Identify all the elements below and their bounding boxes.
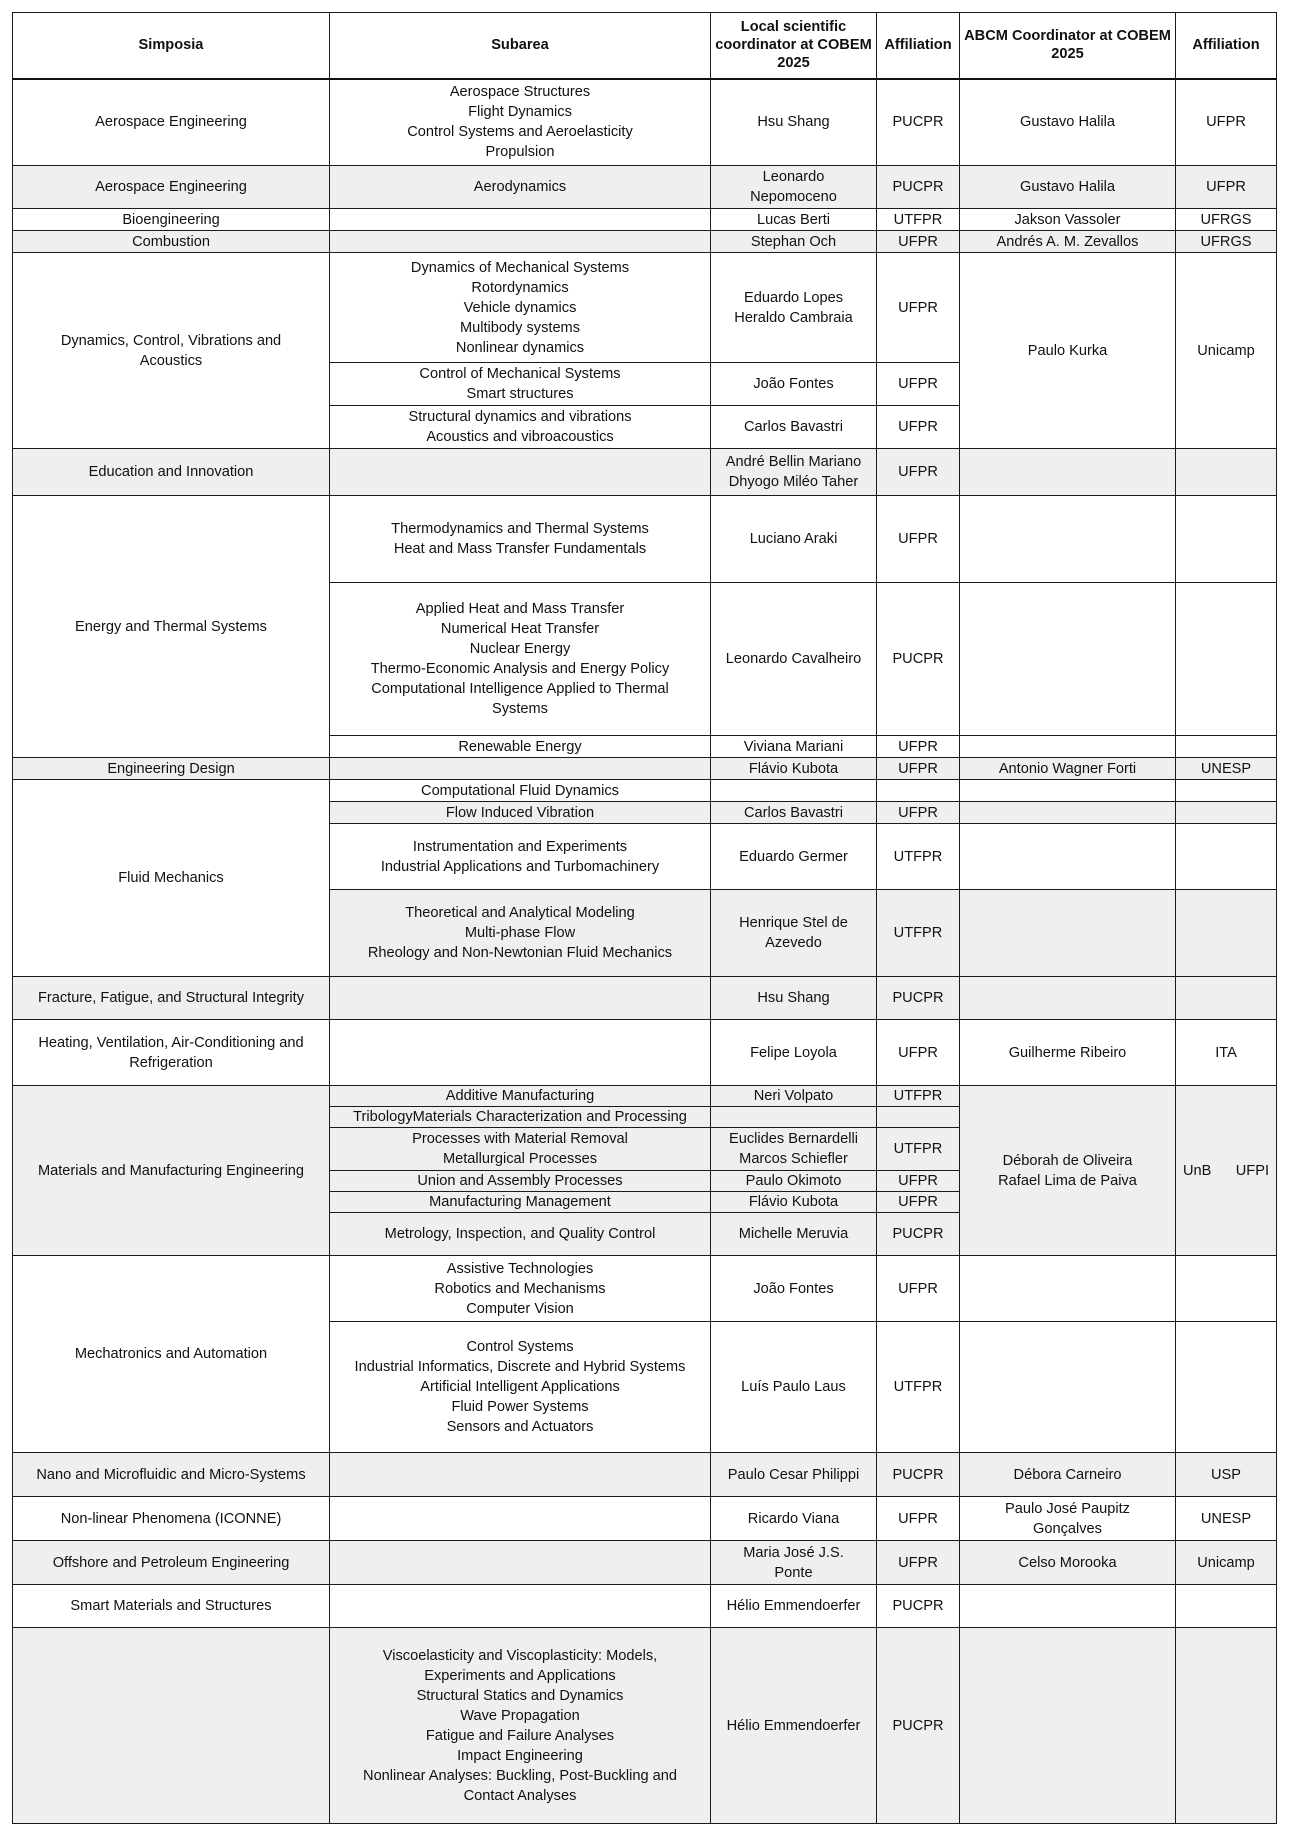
header-row bbox=[13, 13, 1277, 79]
affiliation-cell: PUCPR bbox=[877, 977, 960, 1020]
subarea-cell: Control Systems Industrial Informatics, Discrete and Hybrid Systems Artificial Intelligent Applications Fluid Power Systems Sensors and Actuators bbox=[330, 1322, 711, 1453]
abcm-coordinator-cell bbox=[960, 736, 1176, 758]
simposia-cell: Aerospace Engineering bbox=[13, 79, 330, 166]
subarea-cell: Assistive Technologies Robotics and Mechanisms Computer Vision bbox=[330, 1256, 711, 1322]
subarea-cell: Union and Assembly Processes bbox=[330, 1171, 711, 1192]
abcm-coordinator-cell bbox=[960, 1585, 1176, 1628]
subarea-cell bbox=[330, 1585, 711, 1628]
subarea-cell bbox=[330, 1453, 711, 1497]
affiliation-cell: UTFPR bbox=[877, 209, 960, 231]
affiliation-cell: UFPR bbox=[877, 231, 960, 253]
affiliation-cell: PUCPR bbox=[877, 1213, 960, 1256]
affiliation-cell: UFPR bbox=[877, 449, 960, 496]
subarea-cell bbox=[330, 758, 711, 780]
affiliation-cell: PUCPR bbox=[877, 166, 960, 209]
header-abcm-affiliation: Affiliation bbox=[1176, 13, 1277, 79]
abcm-coordinator-cell: Andrés A. M. Zevallos bbox=[960, 231, 1176, 253]
local-coordinator-cell: João Fontes bbox=[711, 1256, 877, 1322]
simposia-cell: Education and Innovation bbox=[13, 449, 330, 496]
subarea-cell bbox=[330, 209, 711, 231]
local-coordinator-cell: Flávio Kubota bbox=[711, 1192, 877, 1213]
abcm-coordinator-cell: Antonio Wagner Forti bbox=[960, 758, 1176, 780]
local-coordinator-cell: Hsu Shang bbox=[711, 79, 877, 166]
simposia-cell: Energy and Thermal Systems bbox=[13, 496, 330, 758]
subarea-cell: Theoretical and Analytical Modeling Multi-phase Flow Rheology and Non-Newtonian Fluid Mechanics bbox=[330, 890, 711, 977]
header-affiliation: Affiliation bbox=[877, 13, 960, 79]
local-coordinator-cell: João Fontes bbox=[711, 363, 877, 406]
local-coordinator-cell: André Bellin Mariano Dhyogo Miléo Taher bbox=[711, 449, 877, 496]
subarea-cell: Manufacturing Management bbox=[330, 1192, 711, 1213]
simposia-cell: Heating, Ventilation, Air-Conditioning and Refrigeration bbox=[13, 1020, 330, 1086]
abcm-coordinator-cell bbox=[960, 496, 1176, 583]
local-coordinator-cell: Eduardo Lopes Heraldo Cambraia bbox=[711, 253, 877, 363]
subarea-cell: Metrology, Inspection, and Quality Control bbox=[330, 1213, 711, 1256]
table-row bbox=[13, 1628, 1277, 1824]
abcm-affiliation-cell bbox=[1176, 1322, 1277, 1453]
abcm-affiliation-cell bbox=[1176, 736, 1277, 758]
abcm-coordinator-cell: Jakson Vassoler bbox=[960, 209, 1176, 231]
simposia-cell: Aerospace Engineering bbox=[13, 166, 330, 209]
local-coordinator-cell: Luís Paulo Laus bbox=[711, 1322, 877, 1453]
affiliation-cell: UFPR bbox=[877, 1020, 960, 1086]
local-coordinator-cell: Paulo Okimoto bbox=[711, 1171, 877, 1192]
local-coordinator-cell: Eduardo Germer bbox=[711, 824, 877, 890]
affiliation-cell: UTFPR bbox=[877, 824, 960, 890]
subarea-cell: Aerospace Structures Flight Dynamics Control Systems and Aeroelasticity Propulsion bbox=[330, 79, 711, 166]
abcm-coordinator-cell: Déborah de Oliveira Rafael Lima de Paiva bbox=[960, 1086, 1176, 1256]
affiliation-cell: UFPR bbox=[877, 1192, 960, 1213]
subarea-cell: Renewable Energy bbox=[330, 736, 711, 758]
affiliation-cell: UTFPR bbox=[877, 1086, 960, 1107]
affiliation-cell: UTFPR bbox=[877, 1128, 960, 1171]
table-row bbox=[13, 79, 1277, 166]
subarea-cell bbox=[330, 977, 711, 1020]
subarea-cell: Processes with Material Removal Metallurgical Processes bbox=[330, 1128, 711, 1171]
header-abcm-coordinator: ABCM Coordinator at COBEM 2025 bbox=[960, 13, 1176, 79]
subarea-cell: Computational Fluid Dynamics bbox=[330, 780, 711, 802]
affiliation-cell bbox=[877, 780, 960, 802]
abcm-affiliation-cell bbox=[1176, 890, 1277, 977]
abcm-coordinator-cell bbox=[960, 824, 1176, 890]
simposia-cell: Offshore and Petroleum Engineering bbox=[13, 1541, 330, 1585]
abcm-affiliation-cell bbox=[1176, 449, 1277, 496]
abcm-affiliation-cell bbox=[1176, 977, 1277, 1020]
abcm-affiliation-cell: Unicamp bbox=[1176, 253, 1277, 449]
abcm-coordinator-cell: Celso Morooka bbox=[960, 1541, 1176, 1585]
header-simposia: Simposia bbox=[13, 13, 330, 79]
local-coordinator-cell: Michelle Meruvia bbox=[711, 1213, 877, 1256]
local-coordinator-cell bbox=[711, 1107, 877, 1128]
abcm-affiliation-cell bbox=[1176, 1585, 1277, 1628]
abcm-affiliation-cell: UFRGS bbox=[1176, 209, 1277, 231]
table-row bbox=[13, 1453, 1277, 1497]
subarea-cell: Structural dynamics and vibrations Acoustics and vibroacoustics bbox=[330, 406, 711, 449]
abcm-coordinator-cell bbox=[960, 1628, 1176, 1824]
abcm-affiliation-cell: ITA bbox=[1176, 1020, 1277, 1086]
abcm-coordinator-cell: Débora Carneiro bbox=[960, 1453, 1176, 1497]
table-row bbox=[13, 977, 1277, 1020]
abcm-coordinator-cell: Gustavo Halila bbox=[960, 79, 1176, 166]
abcm-coordinator-cell bbox=[960, 802, 1176, 824]
abcm-coordinator-cell: Paulo José Paupitz Gonçalves bbox=[960, 1497, 1176, 1541]
local-coordinator-cell: Leonardo Nepomoceno bbox=[711, 166, 877, 209]
affiliation-cell: PUCPR bbox=[877, 1628, 960, 1824]
subarea-cell: Dynamics of Mechanical Systems Rotordynamics Vehicle dynamics Multibody systems Nonlinear dynamics bbox=[330, 253, 711, 363]
simposia-cell: Mechatronics and Automation bbox=[13, 1256, 330, 1453]
abcm-affiliation-cell: Unicamp bbox=[1176, 1541, 1277, 1585]
table-row bbox=[13, 780, 1277, 802]
abcm-affiliation-cell bbox=[1176, 780, 1277, 802]
local-coordinator-cell bbox=[711, 780, 877, 802]
simposia-cell: Dynamics, Control, Vibrations and Acoustics bbox=[13, 253, 330, 449]
affiliation-cell: UFPR bbox=[877, 1541, 960, 1585]
table-row bbox=[13, 166, 1277, 209]
affiliation-cell: UFPR bbox=[877, 736, 960, 758]
local-coordinator-cell: Leonardo Cavalheiro bbox=[711, 583, 877, 736]
subarea-cell: Thermodynamics and Thermal Systems Heat and Mass Transfer Fundamentals bbox=[330, 496, 711, 583]
affiliation-cell: UFPR bbox=[877, 802, 960, 824]
subarea-cell: TribologyMaterials Characterization and Processing bbox=[330, 1107, 711, 1128]
table-row bbox=[13, 1497, 1277, 1541]
abcm-affiliation-cell: UFPR bbox=[1176, 79, 1277, 166]
subarea-cell bbox=[330, 231, 711, 253]
abcm-affiliation-cell bbox=[1176, 1256, 1277, 1322]
abcm-coordinator-cell: Gustavo Halila bbox=[960, 166, 1176, 209]
header-subarea: Subarea bbox=[330, 13, 711, 79]
table-row bbox=[13, 1585, 1277, 1628]
simposia-cell: Materials and Manufacturing Engineering bbox=[13, 1086, 330, 1256]
abcm-affiliation-cell bbox=[1176, 1628, 1277, 1824]
local-coordinator-cell: Neri Volpato bbox=[711, 1086, 877, 1107]
subarea-cell bbox=[330, 1020, 711, 1086]
abcm-coordinator-cell bbox=[960, 890, 1176, 977]
affiliation-cell: PUCPR bbox=[877, 1453, 960, 1497]
abcm-affiliation-cell bbox=[1176, 583, 1277, 736]
table-row bbox=[13, 1256, 1277, 1322]
abcm-affiliation-pair bbox=[1179, 1161, 1273, 1181]
affiliation-cell: UFPR bbox=[877, 363, 960, 406]
abcm-affiliation-cell: UFPR bbox=[1176, 166, 1277, 209]
affiliation-cell: UFPR bbox=[877, 406, 960, 449]
simposia-cell: Engineering Design bbox=[13, 758, 330, 780]
local-coordinator-cell: Viviana Mariani bbox=[711, 736, 877, 758]
simposia-cell: Smart Materials and Structures bbox=[13, 1585, 330, 1628]
local-coordinator-cell: Hélio Emmendoerfer bbox=[711, 1585, 877, 1628]
affiliation-cell bbox=[877, 1107, 960, 1128]
simposia-cell: Non-linear Phenomena (ICONNE) bbox=[13, 1497, 330, 1541]
local-coordinator-cell: Hsu Shang bbox=[711, 977, 877, 1020]
abcm-coordinator-cell: Paulo Kurka bbox=[960, 253, 1176, 449]
symposia-table bbox=[12, 12, 1277, 1824]
local-coordinator-cell: Flávio Kubota bbox=[711, 758, 877, 780]
subarea-cell: Applied Heat and Mass Transfer Numerical Heat Transfer Nuclear Energy Thermo-Economic Analysis and Energy Policy Computational Intelligence Applied to Thermal Systems bbox=[330, 583, 711, 736]
simposia-cell bbox=[13, 1628, 330, 1824]
table-row bbox=[13, 1020, 1277, 1086]
table-row bbox=[13, 758, 1277, 780]
affiliation-cell: UTFPR bbox=[877, 1322, 960, 1453]
header-local-coordinator: Local scientific coordinator at COBEM 2025 bbox=[711, 13, 877, 79]
local-coordinator-cell: Carlos Bavastri bbox=[711, 802, 877, 824]
abcm-coordinator-cell bbox=[960, 780, 1176, 802]
affiliation-cell: PUCPR bbox=[877, 1585, 960, 1628]
table-row bbox=[13, 231, 1277, 253]
simposia-cell: Nano and Microfluidic and Micro-Systems bbox=[13, 1453, 330, 1497]
affiliation-cell: UFPR bbox=[877, 758, 960, 780]
affiliation-cell: UFPR bbox=[877, 1497, 960, 1541]
affiliation-cell: PUCPR bbox=[877, 583, 960, 736]
abcm-coordinator-cell: Guilherme Ribeiro bbox=[960, 1020, 1176, 1086]
local-coordinator-cell: Luciano Araki bbox=[711, 496, 877, 583]
abcm-affiliation-cell bbox=[1176, 824, 1277, 890]
local-coordinator-cell: Carlos Bavastri bbox=[711, 406, 877, 449]
abcm-coordinator-cell bbox=[960, 977, 1176, 1020]
local-coordinator-cell: Hélio Emmendoerfer bbox=[711, 1628, 877, 1824]
local-coordinator-cell: Maria José J.S. Ponte bbox=[711, 1541, 877, 1585]
simposia-cell: Fracture, Fatigue, and Structural Integrity bbox=[13, 977, 330, 1020]
abcm-affiliation-cell: UNESP bbox=[1176, 758, 1277, 780]
abcm-affiliation-cell bbox=[1176, 802, 1277, 824]
simposia-cell: Fluid Mechanics bbox=[13, 780, 330, 977]
local-coordinator-cell: Stephan Och bbox=[711, 231, 877, 253]
affiliation-cell: UFPR bbox=[877, 1256, 960, 1322]
abcm-coordinator-cell bbox=[960, 449, 1176, 496]
affiliation-cell: UFPR bbox=[877, 496, 960, 583]
subarea-cell: Additive Manufacturing bbox=[330, 1086, 711, 1107]
subarea-cell bbox=[330, 449, 711, 496]
subarea-cell: Instrumentation and Experiments Industrial Applications and Turbomachinery bbox=[330, 824, 711, 890]
local-coordinator-cell: Felipe Loyola bbox=[711, 1020, 877, 1086]
simposia-cell: Bioengineering bbox=[13, 209, 330, 231]
abcm-coordinator-cell bbox=[960, 583, 1176, 736]
subarea-cell bbox=[330, 1497, 711, 1541]
abcm-affiliation-a: UnB bbox=[1183, 1162, 1212, 1179]
local-coordinator-cell: Ricardo Viana bbox=[711, 1497, 877, 1541]
subarea-cell bbox=[330, 1541, 711, 1585]
table-row bbox=[13, 496, 1277, 583]
table-row bbox=[13, 1541, 1277, 1585]
affiliation-cell: UFPR bbox=[877, 253, 960, 363]
table-row bbox=[13, 449, 1277, 496]
subarea-cell: Viscoelasticity and Viscoplasticity: Models, Experiments and Applications Structural Statics and Dynamics Wave Propagation Fatigue and Failure Analyses Impact Engineering Nonlinear Analyses: Buckling, Post-Buckling and Contact Analyses bbox=[330, 1628, 711, 1824]
table-row bbox=[13, 209, 1277, 231]
abcm-coordinator-cell bbox=[960, 1256, 1176, 1322]
subarea-cell: Aerodynamics bbox=[330, 166, 711, 209]
local-coordinator-cell: Paulo Cesar Philippi bbox=[711, 1453, 877, 1497]
abcm-affiliation-cell: UFRGS bbox=[1176, 231, 1277, 253]
subarea-cell: Flow Induced Vibration bbox=[330, 802, 711, 824]
abcm-affiliation-b: UFPI bbox=[1235, 1162, 1269, 1179]
abcm-affiliation-cell: UNESP bbox=[1176, 1497, 1277, 1541]
affiliation-cell: UFPR bbox=[877, 1171, 960, 1192]
subarea-cell: Control of Mechanical Systems Smart structures bbox=[330, 363, 711, 406]
affiliation-cell: UTFPR bbox=[877, 890, 960, 977]
table-row bbox=[13, 253, 1277, 363]
abcm-affiliation-cell: USP bbox=[1176, 1453, 1277, 1497]
local-coordinator-cell: Lucas Berti bbox=[711, 209, 877, 231]
abcm-coordinator-cell bbox=[960, 1322, 1176, 1453]
local-coordinator-cell: Euclides Bernardelli Marcos Schiefler bbox=[711, 1128, 877, 1171]
affiliation-cell: PUCPR bbox=[877, 79, 960, 166]
local-coordinator-cell: Henrique Stel de Azevedo bbox=[711, 890, 877, 977]
abcm-affiliation-cell bbox=[1176, 496, 1277, 583]
table-row bbox=[13, 1086, 1277, 1107]
abcm-affiliation-cell bbox=[1176, 1086, 1277, 1256]
simposia-cell: Combustion bbox=[13, 231, 330, 253]
